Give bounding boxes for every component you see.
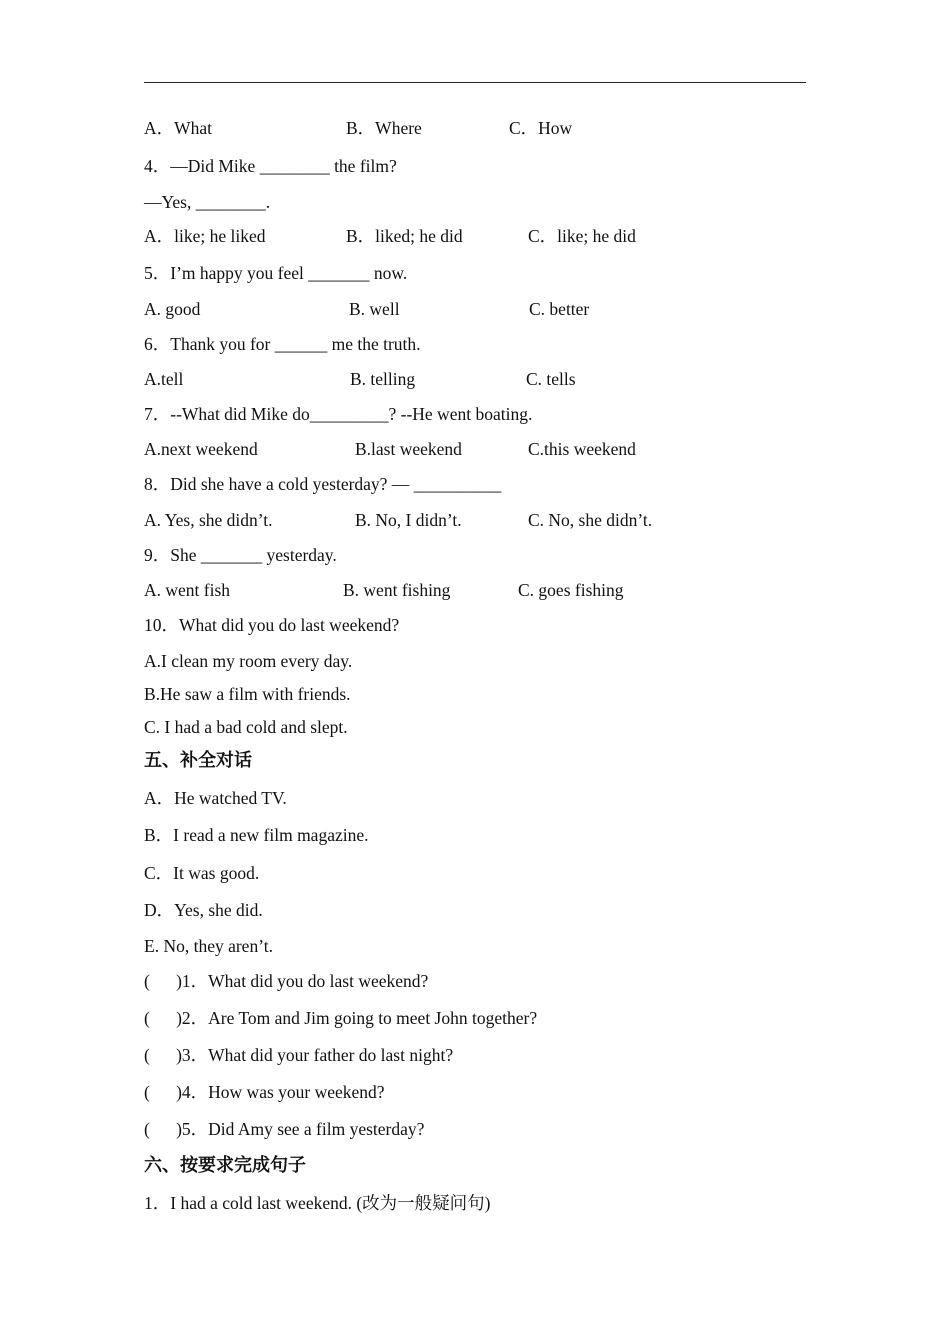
q9-stem: 9．She _______ yesterday. <box>144 545 337 565</box>
q6-stem: 6．Thank you for ______ me the truth. <box>144 334 421 354</box>
q4-option-c: C．like; he did <box>528 226 636 246</box>
section5-question-1: ( )1．What did you do last weekend? <box>144 971 429 991</box>
q6-option-b: B. telling <box>350 369 416 389</box>
q8-option-a: A. Yes, she didn’t. <box>144 510 273 530</box>
section5-question-2: ( )2．Are Tom and Jim going to meet John together? <box>144 1008 538 1028</box>
q8-stem: 8．Did she have a cold yesterday? — __________ <box>144 474 502 494</box>
section5-question-4: ( )4．How was your weekend? <box>144 1082 385 1102</box>
q7-option-c: C.this weekend <box>528 439 636 459</box>
header-rule <box>144 82 806 83</box>
q8-option-c: C. No, she didn’t. <box>528 510 653 530</box>
section5-heading: 五、补全对话 <box>144 750 252 771</box>
q6-option-a: A.tell <box>144 369 184 389</box>
q5-stem: 5．I’m happy you feel _______ now. <box>144 263 408 283</box>
section5-choice-e: E. No, they aren’t. <box>144 936 273 956</box>
q10-stem: 10．What did you do last weekend? <box>144 615 400 635</box>
q4-reply: —Yes, ________. <box>144 192 271 212</box>
q5-option-a: A. good <box>144 299 201 319</box>
section5-choice-a: A．He watched TV. <box>144 788 287 808</box>
q9-option-a: A. went fish <box>144 580 231 600</box>
q4-option-a: A．like; he liked <box>144 226 266 246</box>
q10-option-c: C. I had a bad cold and slept. <box>144 717 348 737</box>
q4-option-b: B．liked; he did <box>346 226 463 246</box>
q6-option-c: C. tells <box>526 369 576 389</box>
q5-option-b: B. well <box>349 299 400 319</box>
section5-choice-b: B．I read a new film magazine. <box>144 825 369 845</box>
q5-option-c: C. better <box>529 299 590 319</box>
q4-stem: 4．—Did Mike ________ the film? <box>144 156 397 176</box>
q10-option-b: B.He saw a film with friends. <box>144 684 351 704</box>
q3-option-a: A．What <box>144 118 213 138</box>
section5-question-5: ( )5．Did Amy see a film yesterday? <box>144 1119 425 1139</box>
q3-option-c: C．How <box>509 118 573 138</box>
q7-option-b: B.last weekend <box>355 439 462 459</box>
section6-item-1: 1．I had a cold last weekend. (改为一般疑问句) <box>144 1193 491 1213</box>
section5-choice-d: D．Yes, she did. <box>144 900 263 920</box>
q8-option-b: B. No, I didn’t. <box>355 510 462 530</box>
q7-option-a: A.next weekend <box>144 439 258 459</box>
q10-option-a: A.I clean my room every day. <box>144 651 353 671</box>
section5-choice-c: C．It was good. <box>144 863 260 883</box>
section5-question-3: ( )3．What did your father do last night? <box>144 1045 454 1065</box>
q9-option-b: B. went fishing <box>343 580 451 600</box>
section6-heading: 六、按要求完成句子 <box>144 1155 306 1176</box>
q3-option-b: B．Where <box>346 118 422 138</box>
q7-stem: 7．--What did Mike do_________? --He went boating. <box>144 404 533 424</box>
q9-option-c: C. goes fishing <box>518 580 624 600</box>
